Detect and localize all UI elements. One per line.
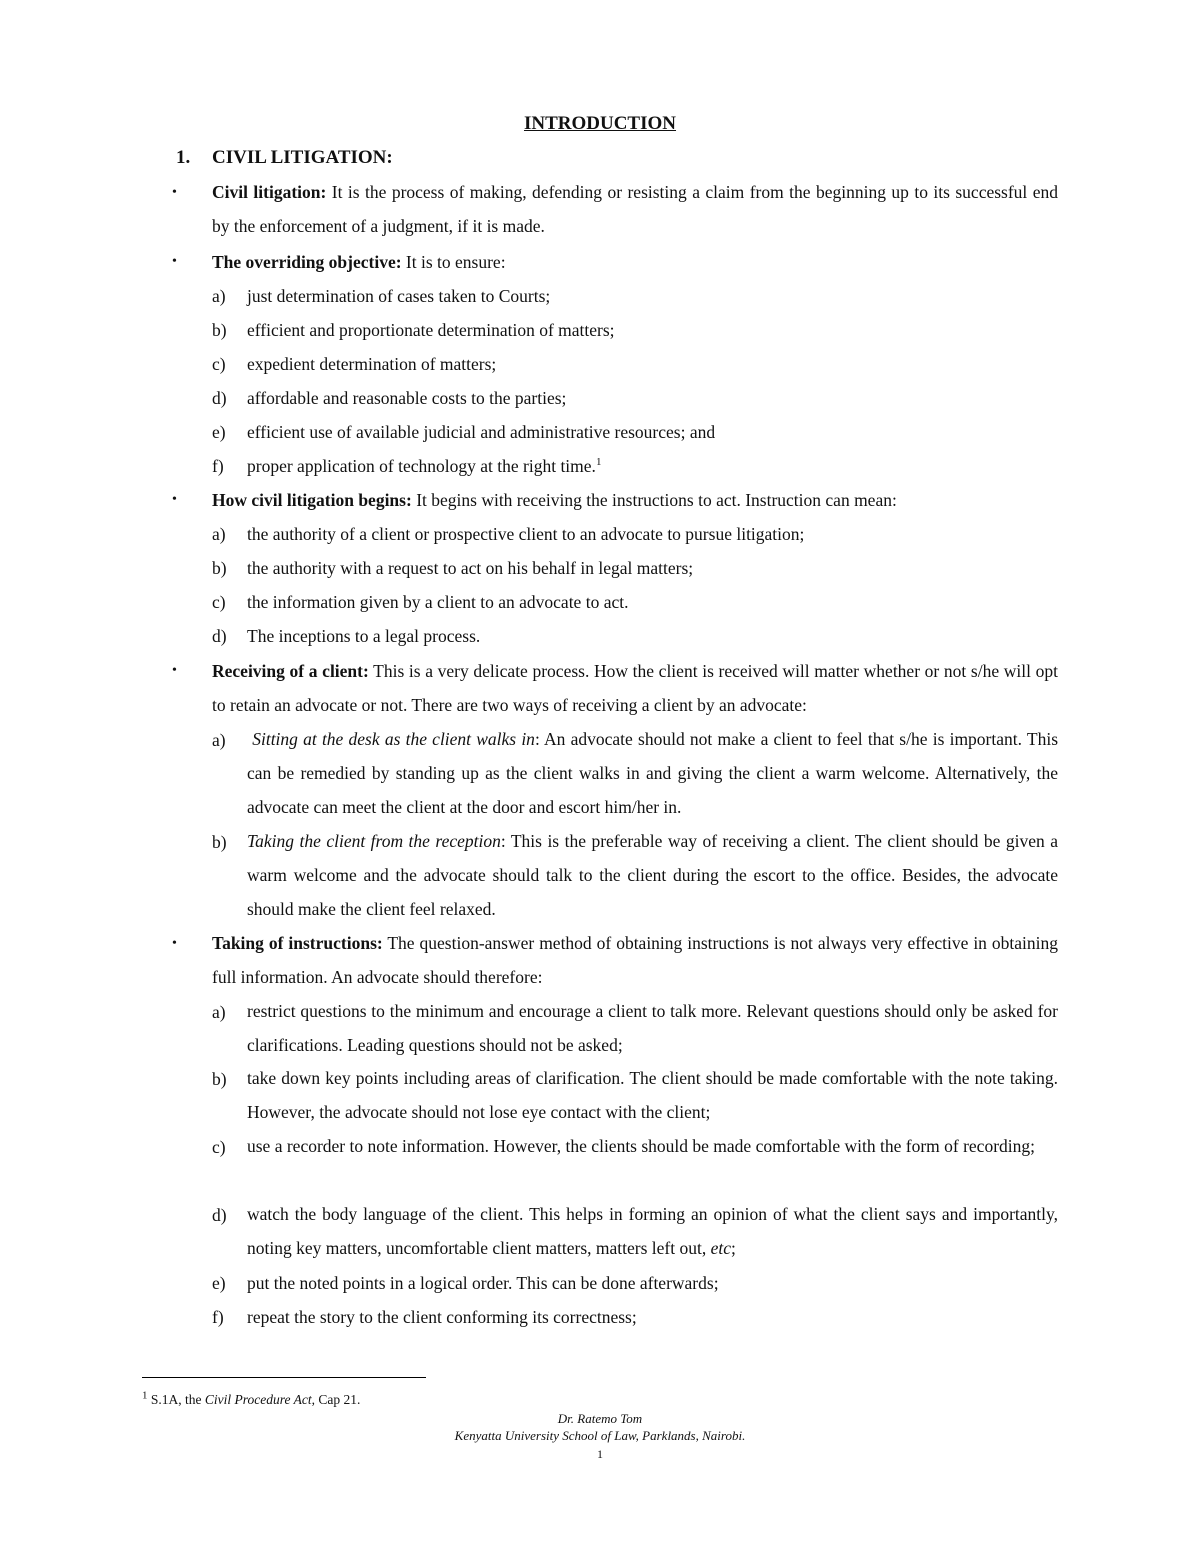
footnote-italic: Civil Procedure Act [204,1392,312,1407]
list-item: use a recorder to note information. However, the clients should be made comfortable with the form of recording; [247,1136,1035,1156]
bullet-icon: • [172,663,177,678]
list-marker: b) [212,832,227,852]
bullet-icon: • [172,254,177,269]
footnote-separator [142,1377,426,1378]
list-marker: b) [212,320,227,340]
footnote-prefix: S.1A, the [147,1392,205,1407]
page-number: 1 [597,1447,603,1461]
list-item-text: : This is the preferable way of receiving a client. The client should be given a warm welcome and the advocate should talk to the client during the escort to the office. Besides, the advocate should make the client feel relaxed. [247,831,1058,919]
list-marker: f) [212,1307,224,1327]
footer-institution: Kenyatta University School of Law, Parklands, Nairobi. [454,1428,746,1443]
bullet-icon: • [172,492,177,507]
paragraph-text: It is the process of making, defending or resisting a claim from the beginning up to its successful end by the enforcement of a judgment, if it is made. [212,182,1058,236]
paragraph-text: The question-answer method of obtaining instructions is not always very effective in obtaining full information. An advocate should therefore: [212,933,1058,987]
list-item: expedient determination of matters; [247,354,497,374]
list-item-italic: Sitting at the desk as the client walks in [252,729,535,749]
bullet-icon: • [172,185,177,200]
list-item-text: : An advocate should not make a client to feel that s/he is important. This can be remedied by standing up as the client walks in and giving the client a warm welcome. Alternatively, the advocate can meet the client at the door and escort him/her in. [247,729,1058,817]
list-marker: d) [212,388,227,408]
list-item: efficient and proportionate determination of matters; [247,320,615,340]
list-item-text: proper application of technology at the right time. [247,456,596,476]
list-item: efficient use of available judicial and administrative resources; and [247,422,716,442]
term-label: Taking of instructions: [212,933,383,953]
paragraph-how-begins [212,489,897,511]
list-item-text: watch the body language of the client. This helps in forming an opinion of what the client says and importantly, noting key matters, uncomfortable client matters, matters left out, [247,1204,1058,1258]
list-marker: f) [212,456,224,476]
list-item-italic: Taking the client from the reception [247,831,501,851]
term-label: Civil litigation: [212,182,327,202]
list-marker: e) [212,1273,226,1293]
footnote-suffix: , Cap 21. [311,1392,361,1407]
footnote-reference[interactable]: 1 [595,456,602,469]
paragraph-civil-litigation [212,175,1058,243]
paragraph-text: It begins with receiving the instructions to act. Instruction can mean: [411,490,897,510]
list-marker: b) [212,1069,227,1089]
list-item-tail: ; [731,1238,736,1258]
footnote [142,1391,360,1409]
bullet-icon: • [172,936,177,951]
list-marker: d) [212,1205,227,1225]
page-title: INTRODUCTION [523,113,677,134]
list-marker: c) [212,354,226,374]
list-item [247,722,1058,824]
section-number: 1. [176,147,191,168]
list-item: restrict questions to the minimum and encourage a client to talk more. Relevant questions should only be asked for clarifications. Leading questions should not be asked; [247,1001,1058,1055]
paragraph-receiving-client [212,654,1058,722]
list-item: put the noted points in a logical order. This can be done afterwards; [247,1273,719,1293]
list-marker: a) [212,730,226,750]
paragraph-text: It is to ensure: [401,252,506,272]
paragraph-taking-instructions [212,926,1058,994]
footnote-number: 1 [142,1389,148,1402]
list-marker: a) [212,286,226,306]
list-item [247,1197,1058,1265]
list-marker: e) [212,422,226,442]
list-marker: c) [212,592,226,612]
list-item: the authority with a request to act on his behalf in legal matters; [247,558,694,578]
list-item: the authority of a client or prospective client to an advocate to pursue litigation; [247,524,805,544]
term-label: The overriding objective: [212,252,402,272]
term-label: How civil litigation begins: [212,490,412,510]
list-marker: c) [212,1137,226,1157]
list-item: affordable and reasonable costs to the parties; [247,388,567,408]
list-marker: a) [212,524,226,544]
list-item: take down key points including areas of clarification. The client should be made comfortable with the note taking. However, the advocate should not lose eye contact with the client; [247,1068,1058,1122]
list-marker: b) [212,558,227,578]
paragraph-overriding-objective [212,251,506,273]
list-item [247,824,1058,926]
paragraph-text: This is a very delicate process. How the client is received will matter whether or not s/he will opt to retain an advocate or not. There are two ways of receiving a client by an advocate: [212,661,1058,715]
list-item [247,455,601,477]
term-label: Receiving of a client: [212,661,369,681]
footer-author: Dr. Ratemo Tom [557,1411,643,1426]
list-item: The inceptions to a legal process. [247,626,481,646]
list-marker: a) [212,1002,226,1022]
list-item: just determination of cases taken to Courts; [247,286,551,306]
list-item-italic: etc [710,1238,732,1258]
list-marker: d) [212,626,227,646]
section-title: CIVIL LITIGATION: [212,147,393,168]
list-item: repeat the story to the client conforming its correctness; [247,1307,637,1327]
list-item: the information given by a client to an advocate to act. [247,592,629,612]
